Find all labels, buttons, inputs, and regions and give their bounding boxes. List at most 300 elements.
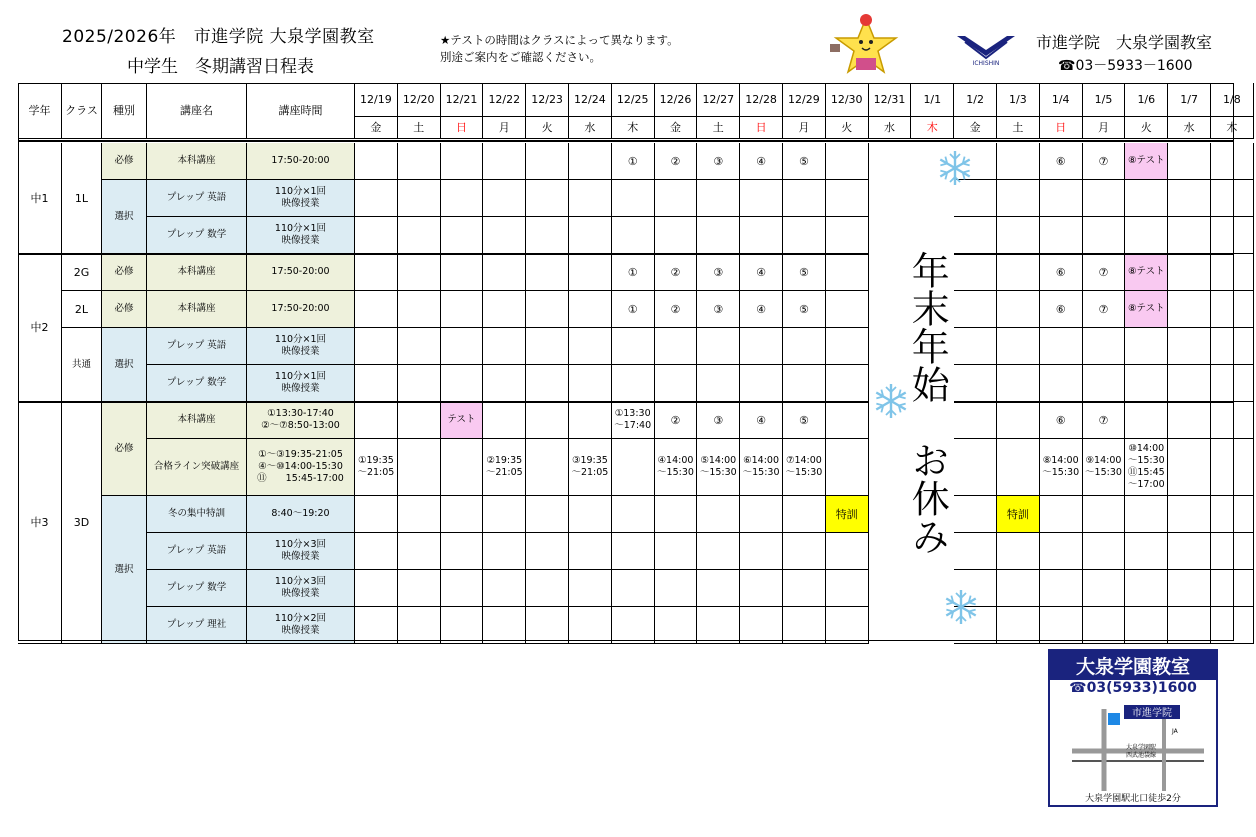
schedule-cell: [1040, 365, 1083, 402]
course-time: 110分×1回 映像授業: [247, 180, 355, 217]
schedule-cell: [997, 607, 1040, 644]
snowflake-icon: [871, 381, 911, 421]
schedule-cell: [740, 365, 783, 402]
date-header: 1/8: [1211, 83, 1254, 117]
schedule-cell: [1040, 217, 1083, 254]
date-header: 12/22: [483, 83, 526, 117]
schedule-cell: ⑦: [1083, 254, 1126, 291]
schedule-cell: [526, 365, 569, 402]
date-header: 12/26: [655, 83, 698, 117]
schedule-cell: [655, 533, 698, 570]
schedule-cell: [1040, 607, 1083, 644]
schedule-cell: 特訓: [826, 496, 869, 533]
schedule-cell: [997, 533, 1040, 570]
weekday-header: 火: [826, 117, 869, 139]
schedule-cell: ④: [740, 291, 783, 328]
schedule-cell: [526, 496, 569, 533]
date-header: 12/21: [441, 83, 484, 117]
schedule-cell: [441, 496, 484, 533]
schedule-cell: [740, 607, 783, 644]
schedule-cell: [655, 496, 698, 533]
schedule-cell: [1083, 496, 1126, 533]
schedule-cell: [441, 533, 484, 570]
map-card: [1048, 649, 1218, 807]
schedule-cell: [612, 496, 655, 533]
schedule-cell: [569, 328, 612, 365]
schedule-cell: ①: [612, 254, 655, 291]
schedule-cell: [526, 180, 569, 217]
grade-cell: 中2: [18, 254, 62, 402]
schedule-cell: [483, 570, 526, 607]
schedule-cell: [355, 402, 398, 439]
schedule-cell: [697, 570, 740, 607]
date-header: 1/2: [954, 83, 997, 117]
schedule-cell: [398, 496, 441, 533]
schedule-cell: ①13:30 ～17:40: [612, 402, 655, 439]
schedule-cell: ④: [740, 143, 783, 180]
schedule-cell: [1211, 496, 1254, 533]
date-header: 12/23: [526, 83, 569, 117]
schedule-cell: [697, 607, 740, 644]
schedule-cell: [569, 607, 612, 644]
schedule-cell: ⑦14:00 ～15:30: [783, 439, 826, 496]
schedule-cell: [398, 439, 441, 496]
schedule-cell: [483, 607, 526, 644]
schedule-cell: [398, 180, 441, 217]
schedule-cell: [1125, 217, 1168, 254]
schedule-cell: ③: [697, 143, 740, 180]
schedule-cell: [569, 143, 612, 180]
course-time: 8:40～19:20: [247, 496, 355, 533]
schedule-cell: [1168, 254, 1211, 291]
date-header: 1/6: [1125, 83, 1168, 117]
class-cell: 2L: [62, 291, 102, 328]
schedule-cell: [483, 254, 526, 291]
schedule-cell: [441, 217, 484, 254]
schedule-cell: [997, 291, 1040, 328]
schedule-cell: ③19:35 ～21:05: [569, 439, 612, 496]
schedule-cell: ⑥: [1040, 254, 1083, 291]
schedule-cell: [569, 533, 612, 570]
schedule-cell: [783, 607, 826, 644]
schedule-cell: ⑨14:00 ～15:30: [1083, 439, 1126, 496]
schedule-cell: [612, 328, 655, 365]
schedule-cell: [1211, 402, 1254, 439]
course-time: 17:50-20:00: [247, 143, 355, 180]
page-subtitle: 中学生 冬期講習日程表: [127, 57, 314, 77]
schedule-cell: [526, 217, 569, 254]
schedule-cell: [954, 365, 997, 402]
schedule-cell: [1211, 143, 1254, 180]
schedule-cell: [1211, 254, 1254, 291]
schedule-table: [18, 83, 1241, 641]
schedule-cell: [441, 365, 484, 402]
schedule-cell: [783, 570, 826, 607]
col-header-time: 講座時間: [247, 83, 355, 139]
grade-cell: 中3: [18, 402, 62, 644]
schedule-cell: ⑦: [1083, 143, 1126, 180]
schedule-cell: [526, 402, 569, 439]
date-header: 1/4: [1040, 83, 1083, 117]
weekday-header: 土: [398, 117, 441, 139]
schedule-cell: [826, 533, 869, 570]
schedule-cell: [954, 496, 997, 533]
schedule-cell: [526, 533, 569, 570]
schedule-cell: [355, 365, 398, 402]
schedule-cell: ③: [697, 291, 740, 328]
schedule-cell: [355, 143, 398, 180]
schedule-cell: [826, 217, 869, 254]
schedule-cell: [569, 254, 612, 291]
schedule-cell: [826, 365, 869, 402]
course-name: プレップ 英語: [147, 533, 247, 570]
course-time: 110分×1回 映像授業: [247, 365, 355, 402]
date-header: 12/19: [355, 83, 398, 117]
schedule-cell: [1083, 365, 1126, 402]
schedule-cell: [483, 143, 526, 180]
schedule-cell: [826, 291, 869, 328]
schedule-cell: [526, 328, 569, 365]
class-cell: 2G: [62, 254, 102, 291]
schedule-cell: ③: [697, 402, 740, 439]
schedule-cell: ⑧テスト: [1125, 143, 1168, 180]
schedule-cell: ⑥: [1040, 143, 1083, 180]
schedule-cell: [1125, 607, 1168, 644]
schedule-cell: [1168, 402, 1211, 439]
schedule-cell: ②: [655, 402, 698, 439]
schedule-cell: [826, 402, 869, 439]
building-icon: [1108, 713, 1120, 725]
course-name: プレップ 数学: [147, 217, 247, 254]
schedule-cell: [1168, 143, 1211, 180]
course-name: プレップ 理社: [147, 607, 247, 644]
schedule-cell: [997, 402, 1040, 439]
col-header-grade: 学年: [18, 83, 62, 139]
holiday-text: 年末年始 お休み: [905, 251, 950, 555]
course-name: 本科講座: [147, 143, 247, 180]
schedule-cell: [1211, 291, 1254, 328]
schedule-cell: [826, 328, 869, 365]
weekday-header: 金: [655, 117, 698, 139]
schedule-cell: [1168, 439, 1211, 496]
schedule-cell: [1125, 533, 1168, 570]
schedule-cell: [740, 533, 783, 570]
weekday-header: 火: [1125, 117, 1168, 139]
schedule-cell: [997, 328, 1040, 365]
schedule-cell: [1125, 570, 1168, 607]
schedule-cell: [1211, 570, 1254, 607]
schedule-cell: [526, 254, 569, 291]
schedule-cell: [398, 570, 441, 607]
schedule-cell: [569, 570, 612, 607]
date-header: 1/3: [997, 83, 1040, 117]
schedule-cell: [954, 439, 997, 496]
schedule-cell: [997, 365, 1040, 402]
schedule-cell: [441, 439, 484, 496]
schedule-cell: ⑦: [1083, 291, 1126, 328]
schedule-cell: [526, 570, 569, 607]
schedule-cell: [441, 143, 484, 180]
note-line: 別途ご案内をご確認ください。: [440, 50, 601, 64]
schedule-cell: [398, 291, 441, 328]
schedule-cell: ④: [740, 254, 783, 291]
course-time: ①13:30-17:40 ②～⑦8:50-13:00: [247, 402, 355, 439]
weekday-header: 火: [526, 117, 569, 139]
access-map: [1054, 699, 1214, 791]
date-header: 1/1: [911, 83, 954, 117]
schedule-cell: [740, 328, 783, 365]
col-header-class: クラス: [62, 83, 102, 139]
schedule-cell: [483, 496, 526, 533]
schedule-cell: [1211, 180, 1254, 217]
schedule-cell: [355, 533, 398, 570]
map-label: 西武池袋線: [1126, 752, 1157, 759]
schedule-cell: ⑤: [783, 291, 826, 328]
schedule-cell: [355, 607, 398, 644]
schedule-cell: [826, 439, 869, 496]
schedule-cell: [1168, 328, 1211, 365]
schedule-cell: [441, 180, 484, 217]
schedule-cell: [1211, 328, 1254, 365]
schedule-cell: [483, 365, 526, 402]
course-time: 110分×2回 映像授業: [247, 607, 355, 644]
weekday-header: 水: [1168, 117, 1211, 139]
schedule-cell: [483, 402, 526, 439]
schedule-cell: [569, 496, 612, 533]
type-cell: 必修: [102, 143, 147, 180]
course-name: 合格ライン突破講座: [147, 439, 247, 496]
weekday-header: 土: [997, 117, 1040, 139]
schedule-cell: [1040, 496, 1083, 533]
schedule-cell: [997, 570, 1040, 607]
weekday-header: 日: [441, 117, 484, 139]
schedule-cell: [655, 328, 698, 365]
schedule-cell: [997, 180, 1040, 217]
col-header-type: 種別: [102, 83, 147, 139]
schedule-cell: [997, 143, 1040, 180]
weekday-header: 月: [783, 117, 826, 139]
schedule-cell: [1168, 291, 1211, 328]
schedule-cell: [1125, 365, 1168, 402]
schedule-cell: [1211, 607, 1254, 644]
schedule-cell: [1125, 402, 1168, 439]
type-cell: 選択: [102, 496, 147, 644]
schedule-cell: ⑤14:00 ～15:30: [697, 439, 740, 496]
schedule-cell: [483, 291, 526, 328]
schedule-cell: [997, 439, 1040, 496]
schedule-cell: [783, 217, 826, 254]
schedule-cell: [1040, 180, 1083, 217]
schedule-cell: [783, 365, 826, 402]
schedule-cell: [697, 328, 740, 365]
schedule-cell: [612, 180, 655, 217]
schedule-cell: [1168, 365, 1211, 402]
schedule-cell: [569, 217, 612, 254]
course-time: 17:50-20:00: [247, 291, 355, 328]
section-divider: [18, 253, 1234, 255]
weekday-header: 月: [1083, 117, 1126, 139]
schedule-cell: [826, 180, 869, 217]
schedule-cell: [1168, 496, 1211, 533]
weekday-header: 日: [1040, 117, 1083, 139]
col-header-course: 講座名: [147, 83, 247, 139]
schedule-cell: ④: [740, 402, 783, 439]
notes: [440, 32, 679, 66]
schedule-cell: ②: [655, 291, 698, 328]
schedule-cell: [612, 365, 655, 402]
course-time: 110分×3回 映像授業: [247, 570, 355, 607]
schedule-cell: [1083, 570, 1126, 607]
course-name: プレップ 数学: [147, 365, 247, 402]
schedule-cell: [1168, 607, 1211, 644]
schedule-cell: ③: [697, 254, 740, 291]
course-name: プレップ 英語: [147, 180, 247, 217]
schedule-cell: [355, 291, 398, 328]
schedule-cell: [612, 217, 655, 254]
schedule-cell: [612, 570, 655, 607]
schedule-cell: [1083, 328, 1126, 365]
schedule-cell: [526, 439, 569, 496]
course-time: 110分×3回 映像授業: [247, 533, 355, 570]
schedule-cell: [783, 180, 826, 217]
schedule-cell: [954, 217, 997, 254]
date-header: 12/25: [612, 83, 655, 117]
schedule-cell: [355, 496, 398, 533]
schedule-cell: [1083, 180, 1126, 217]
type-cell: 必修: [102, 254, 147, 291]
schedule-cell: [826, 254, 869, 291]
schedule-cell: [697, 365, 740, 402]
ichishin-logo: [951, 32, 1021, 66]
schedule-cell: [612, 439, 655, 496]
schedule-cell: [483, 217, 526, 254]
course-name: 冬の集中特訓: [147, 496, 247, 533]
date-header: 1/7: [1168, 83, 1211, 117]
schedule-cell: ②: [655, 254, 698, 291]
schedule-cell: [783, 328, 826, 365]
schedule-cell: [483, 533, 526, 570]
map-label: 大泉学園駅: [1126, 744, 1157, 751]
weekday-header: 日: [740, 117, 783, 139]
date-header: 12/24: [569, 83, 612, 117]
grade-cell: 中1: [18, 143, 62, 254]
schedule-cell: [1125, 496, 1168, 533]
schedule-cell: [954, 402, 997, 439]
schedule-cell: [1168, 180, 1211, 217]
star-mascot-icon: [826, 14, 906, 80]
weekday-header: 土: [697, 117, 740, 139]
schedule-cell: [740, 217, 783, 254]
schedule-cell: [655, 180, 698, 217]
schedule-cell: ①: [612, 143, 655, 180]
course-name: 本科講座: [147, 291, 247, 328]
schedule-cell: [526, 607, 569, 644]
schedule-cell: [997, 217, 1040, 254]
schedule-cell: [655, 217, 698, 254]
snowflake-icon: [935, 148, 975, 188]
schedule-cell: [1211, 217, 1254, 254]
schedule-cell: ⑤: [783, 254, 826, 291]
schedule-cell: [398, 254, 441, 291]
phone-number: ☎03－5933－1600: [1058, 58, 1193, 74]
schedule-cell: [398, 143, 441, 180]
schedule-cell: ⑧テスト: [1125, 291, 1168, 328]
schedule-cell: ⑤: [783, 402, 826, 439]
logo-text: ICHISHIN: [972, 60, 1000, 66]
schedule-cell: [826, 143, 869, 180]
schedule-cell: [441, 254, 484, 291]
schedule-cell: ④14:00 ～15:30: [655, 439, 698, 496]
schedule-cell: [1125, 328, 1168, 365]
schedule-cell: [569, 365, 612, 402]
schedule-cell: [1083, 217, 1126, 254]
schedule-cell: [612, 607, 655, 644]
date-header: 12/28: [740, 83, 783, 117]
schedule-cell: [355, 217, 398, 254]
schedule-cell: [1168, 217, 1211, 254]
schedule-cell: [483, 328, 526, 365]
section-divider: [18, 401, 1234, 403]
schedule-cell: [1168, 570, 1211, 607]
schedule-cell: [1083, 607, 1126, 644]
schedule-cell: [355, 328, 398, 365]
schedule-cell: [483, 180, 526, 217]
section-divider: [18, 140, 1234, 142]
schedule-cell: [569, 291, 612, 328]
schedule-cell: ⑥14:00 ～15:30: [740, 439, 783, 496]
type-cell: 必修: [102, 291, 147, 328]
date-header: 12/31: [869, 83, 912, 117]
schedule-cell: [954, 533, 997, 570]
schedule-cell: ⑥: [1040, 291, 1083, 328]
schedule-cell: ⑩14:00 ～15:30 ⑪15:45 ～17:00: [1125, 439, 1168, 496]
schedule-cell: [398, 533, 441, 570]
schedule-cell: [441, 570, 484, 607]
date-header: 12/27: [697, 83, 740, 117]
map-building-label: 市進学院: [1132, 708, 1172, 719]
weekday-header: 水: [569, 117, 612, 139]
schedule-cell: [355, 180, 398, 217]
schedule-cell: [655, 365, 698, 402]
weekday-header: 金: [355, 117, 398, 139]
schedule-cell: [1211, 533, 1254, 570]
schedule-cell: [697, 496, 740, 533]
course-time: ①～③19:35-21:05 ④～⑩14:00-15:30 ⑪ 15:45-17:00: [247, 439, 355, 496]
schedule-cell: [398, 328, 441, 365]
schedule-cell: [1083, 533, 1126, 570]
weekday-header: 水: [869, 117, 912, 139]
schedule-cell: [740, 496, 783, 533]
weekday-header: 金: [954, 117, 997, 139]
map-caption: 大泉学園駅北口徒歩2分: [1085, 794, 1181, 804]
schedule-cell: ⑥: [1040, 402, 1083, 439]
type-cell: 選択: [102, 328, 147, 402]
schedule-cell: ①19:35 ～21:05: [355, 439, 398, 496]
schedule-cell: [526, 291, 569, 328]
schedule-cell: [526, 143, 569, 180]
schedule-cell: [398, 607, 441, 644]
schedule-cell: [441, 291, 484, 328]
schedule-cell: [826, 607, 869, 644]
date-header: 12/30: [826, 83, 869, 117]
schedule-cell: [398, 402, 441, 439]
schedule-cell: [954, 291, 997, 328]
schedule-cell: ⑦: [1083, 402, 1126, 439]
schedule-cell: [740, 180, 783, 217]
schedule-cell: [954, 328, 997, 365]
schedule-cell: [441, 328, 484, 365]
schedule-cell: ⑤: [783, 143, 826, 180]
